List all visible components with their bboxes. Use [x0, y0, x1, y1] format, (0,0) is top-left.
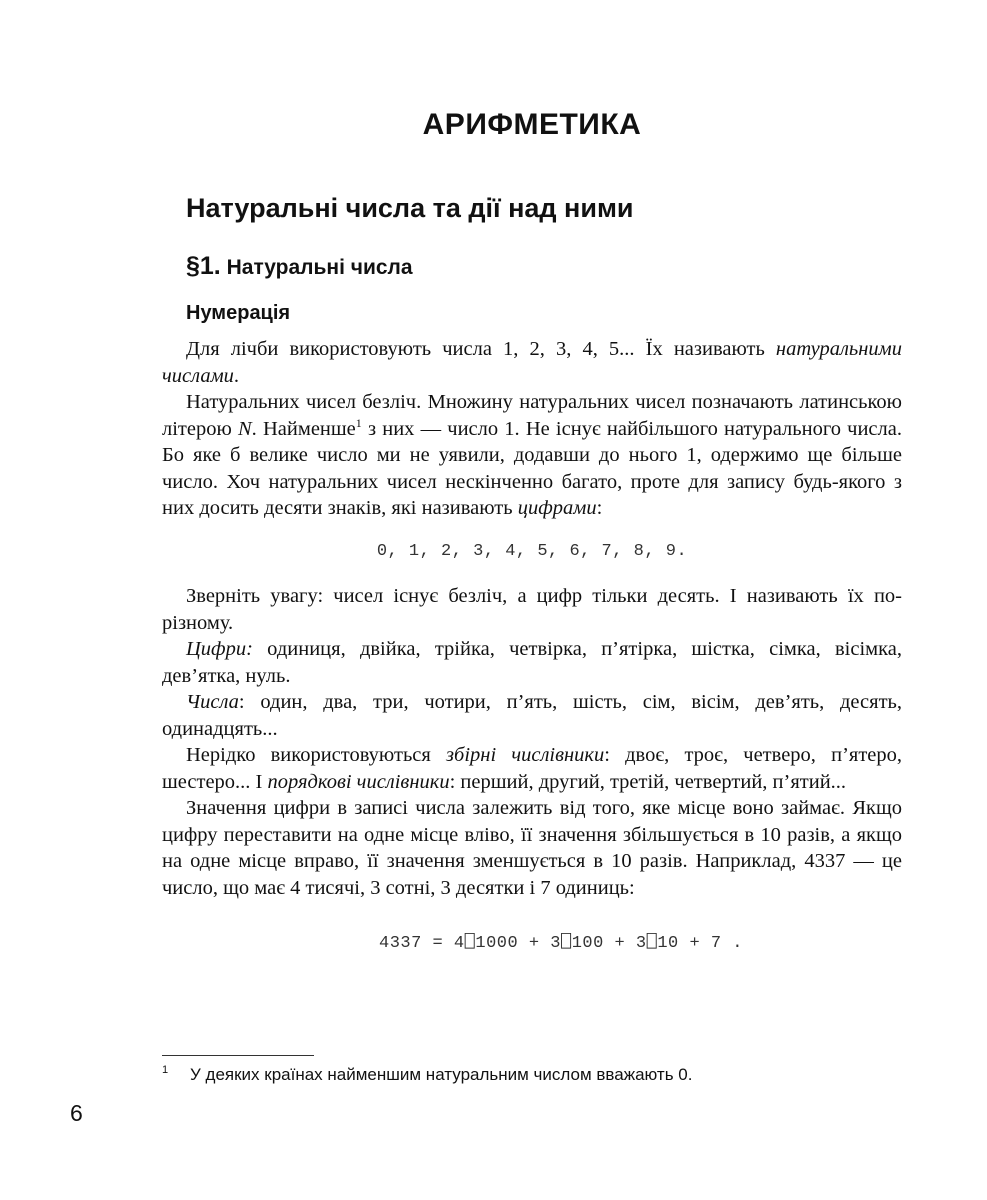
section-heading — [186, 252, 413, 281]
section-title: Натуральні числа — [226, 256, 413, 279]
p2-text-d: з них — число 1. Не існує найбільшого натурального числа. Бо яке б велике число ми не уявили, додавши до нього 1, одержимо ще більше число. Хоч натуральних чисел нескінченно багато, проте для запису будь-якого з них досить десяти знаків, які називають — [162, 417, 902, 519]
footnote-divider — [162, 1055, 314, 1056]
footnote-reference[interactable]: 1 — [355, 415, 362, 430]
page-title: АРИФМЕТИКА — [422, 108, 642, 141]
paragraph-4 — [162, 636, 902, 689]
footnote-text: У деяких країнах найменшим натуральним числом вважають 0. — [190, 1065, 693, 1084]
paragraph-1 — [162, 336, 902, 389]
term-ordinal-numerals: порядкові числівники — [267, 770, 450, 793]
p6-text-e: : перший, другий, третій, четвертий, п’ятий... — [449, 770, 847, 793]
paragraph-2 — [162, 389, 902, 522]
p6-text-a: Нерідко використовуються — [186, 744, 447, 766]
label-numbers: Числа — [186, 691, 239, 713]
chapter-heading: Натуральні числа та дії над ними — [186, 193, 634, 223]
footnote — [162, 1064, 692, 1085]
footnote-mark: 1 — [162, 1064, 169, 1076]
paragraph-6 — [162, 742, 902, 795]
subsection-heading: Нумерація — [186, 302, 291, 324]
p2-text-c: . Найменше — [251, 417, 356, 440]
p5-text-b: : один, два, три, чотири, п’ять, шість, сім, вісім, дев’ять, десять, одинадцять... — [162, 691, 902, 740]
label-digits: Цифри: — [186, 638, 253, 660]
p2-text-a: Натуральних чисел безліч. Множину натуральних чисел позначають латинською літерою — [162, 391, 902, 440]
term-digits: цифрами — [517, 497, 597, 519]
term-natural-numbers: натуральними числами — [162, 338, 902, 387]
p1-text-c: . — [233, 364, 240, 387]
p6-text-c: : двоє, троє, четверо, п’ятеро, шестеро... І — [162, 744, 903, 793]
term-collective-numerals: збірні числівники — [446, 744, 605, 766]
paragraph-5 — [162, 689, 902, 742]
p1-text-a: Для лічби використовують числа 1, 2, 3, 4, 5... Їх називають — [186, 338, 776, 360]
p4-text-b: одиниця, двійка, трійка, четвірка, п’ятірка, шістка, сімка, вісімка, дев’ятка, нуль. — [162, 638, 902, 687]
paragraph-3: Зверніть увагу: чисел існує безліч, а цифр тільки десять. І називають їх по-різному. — [162, 585, 902, 634]
expansion-formula: 4337 = 4⎕1000 + 3⎕100 + 3⎕10 + 7 . — [379, 934, 743, 953]
paragraph-7: Значення цифри в записі числа залежить від того, яке місце воно займає. Якщо цифру переставити на одне місце вліво, її значення збільшується в 10 разів, а якщо на одне місце вправо, її значення зменшується в 10 разів. Наприклад, 4337 — це число, що має 4 тисячі, 3 сотні, 3 десятки і 7 одиниць: — [162, 797, 902, 899]
p2-text-f: : — [596, 497, 603, 519]
body-text — [162, 336, 902, 958]
symbol-n: N — [237, 417, 252, 440]
page-number: 6 — [70, 1100, 83, 1126]
section-number: §1. — [186, 252, 221, 280]
digits-formula: 0, 1, 2, 3, 4, 5, 6, 7, 8, 9. — [376, 541, 688, 561]
